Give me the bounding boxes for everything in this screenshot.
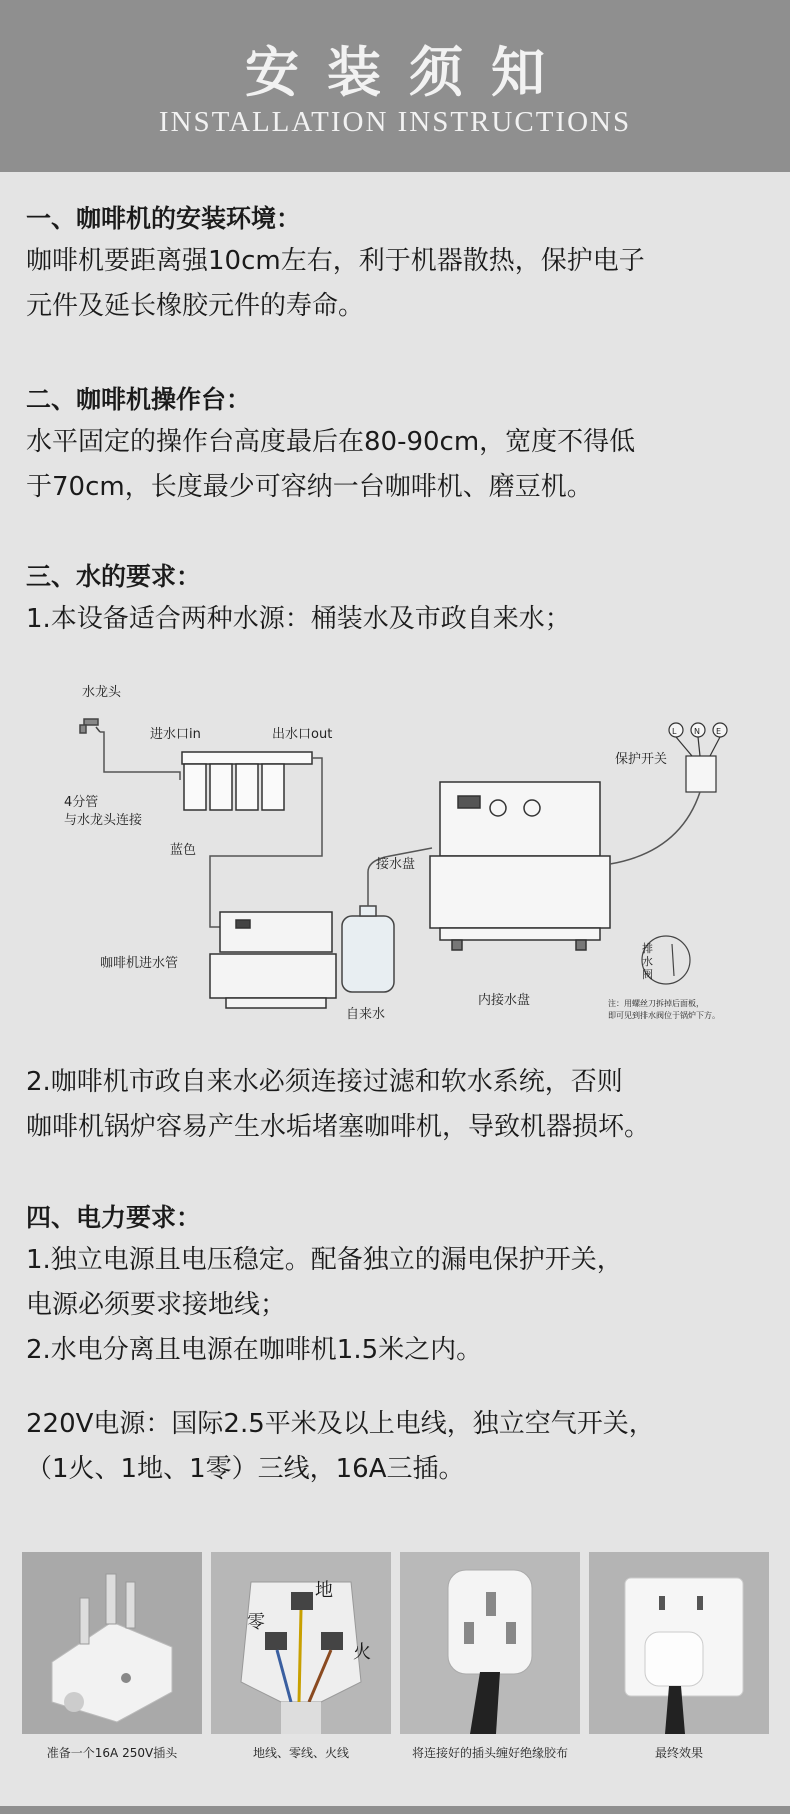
water-connection-diagram bbox=[60, 672, 760, 1042]
section-line: 咖啡机要距离强10cm左右，利于机器散热，保护电子 bbox=[26, 246, 645, 276]
section-line: 1.独立电源且电压稳定。配备独立的漏电保护开关， bbox=[26, 1245, 623, 1275]
plug-photos bbox=[22, 1552, 768, 1734]
drain-valve-label: 排 bbox=[642, 942, 653, 955]
section-line: 元件及延长橡胶元件的寿命。 bbox=[26, 291, 365, 321]
drain-valve-label: 阀 bbox=[642, 968, 653, 981]
faucet-label: 水龙头 bbox=[82, 685, 122, 700]
section-heading: 二、咖啡机操作台： bbox=[26, 385, 252, 414]
section-environment bbox=[26, 199, 776, 329]
note-line-2: 即可见到排水阀位于锅炉下方。 bbox=[608, 1011, 720, 1020]
plug-icon bbox=[22, 1552, 202, 1734]
power-cord bbox=[610, 792, 700, 864]
section-line: 2.咖啡机市政自来水必须连接过滤和软水系统，否则 bbox=[26, 1067, 623, 1097]
section-power-spec bbox=[26, 1402, 776, 1492]
photo-caption: 将连接好的插头缠好绝缘胶布 bbox=[411, 1746, 568, 1760]
ground-label: 地 bbox=[315, 1580, 333, 1601]
inlet-label: 进水口in bbox=[150, 727, 201, 742]
terminal-n: N bbox=[694, 727, 700, 736]
pipe-connect-label: 与水龙头连接 bbox=[64, 813, 143, 828]
inner-tray-label: 内接水盘 bbox=[478, 993, 531, 1008]
section-heading: 三、水的要求： bbox=[26, 562, 202, 591]
neutral-label: 零 bbox=[247, 1612, 265, 1633]
photo-caption: 最终效果 bbox=[654, 1746, 703, 1760]
blue-label: 蓝色 bbox=[170, 843, 197, 858]
taped-plug-icon bbox=[400, 1552, 580, 1734]
live-label: 火 bbox=[353, 1642, 371, 1663]
section-counter bbox=[26, 380, 776, 510]
plug-photo bbox=[22, 1552, 202, 1734]
note-line-1: 注：用螺丝刀拆掉后面板， bbox=[608, 999, 704, 1008]
section-line: 220V电源：国际2.5平米及以上电线，独立空气开关， bbox=[26, 1409, 655, 1439]
section-water bbox=[26, 557, 776, 642]
tap-water-label: 自来水 bbox=[346, 1007, 386, 1022]
section-line: （1火、1地、1零）三线，16A三插。 bbox=[26, 1454, 465, 1484]
page-title: 安装须知 bbox=[245, 40, 573, 104]
socket-photo bbox=[589, 1552, 769, 1734]
pipe-label: 4分管 bbox=[64, 795, 99, 810]
section-line: 于70cm，长度最少可容纳一台咖啡机、磨豆机。 bbox=[26, 472, 593, 502]
photo-caption: 地线、零线、火线 bbox=[252, 1746, 349, 1760]
coffee-machine-icon bbox=[430, 782, 610, 950]
terminal-l: L bbox=[672, 727, 677, 736]
page-subtitle: INSTALLATION INSTRUCTIONS bbox=[158, 106, 632, 138]
terminal-e: E bbox=[716, 727, 722, 736]
section-line: 咖啡机锅炉容易产生水垢堵塞咖啡机，导致机器损坏。 bbox=[26, 1112, 651, 1142]
wall-socket-icon bbox=[589, 1552, 769, 1734]
water-bottle-icon bbox=[342, 906, 394, 992]
section-heading: 一、咖啡机的安装环境： bbox=[26, 204, 302, 233]
section-line: 2.水电分离且电源在咖啡机1.5米之内。 bbox=[26, 1335, 483, 1365]
page-header bbox=[0, 0, 790, 172]
section-heading: 四、电力要求： bbox=[26, 1203, 202, 1232]
machine-inlet-label: 咖啡机进水管 bbox=[100, 956, 179, 971]
protect-switch-label: 保护开关 bbox=[615, 752, 668, 767]
wiring-photo bbox=[211, 1552, 391, 1734]
filter-unit-icon bbox=[182, 752, 312, 810]
small-coffee-machine-icon bbox=[210, 912, 336, 1008]
outlet-label: 出水口out bbox=[272, 727, 333, 742]
section-water-filter bbox=[26, 1060, 776, 1150]
section-power bbox=[26, 1198, 776, 1373]
section-line: 电源必须要求接地线； bbox=[26, 1290, 287, 1320]
drain-valve-label: 水 bbox=[642, 955, 653, 968]
photo-caption: 准备一个16A 250V插头 bbox=[46, 1746, 178, 1760]
faucet-icon bbox=[80, 719, 100, 733]
footer-bar bbox=[0, 1806, 790, 1814]
drip-tray-label: 接水盘 bbox=[376, 857, 416, 872]
taped-plug-photo bbox=[400, 1552, 580, 1734]
section-line: 水平固定的操作台高度最后在80-90cm，宽度不得低 bbox=[26, 427, 636, 457]
section-line: 1.本设备适合两种水源：桶装水及市政自来水； bbox=[26, 604, 571, 634]
